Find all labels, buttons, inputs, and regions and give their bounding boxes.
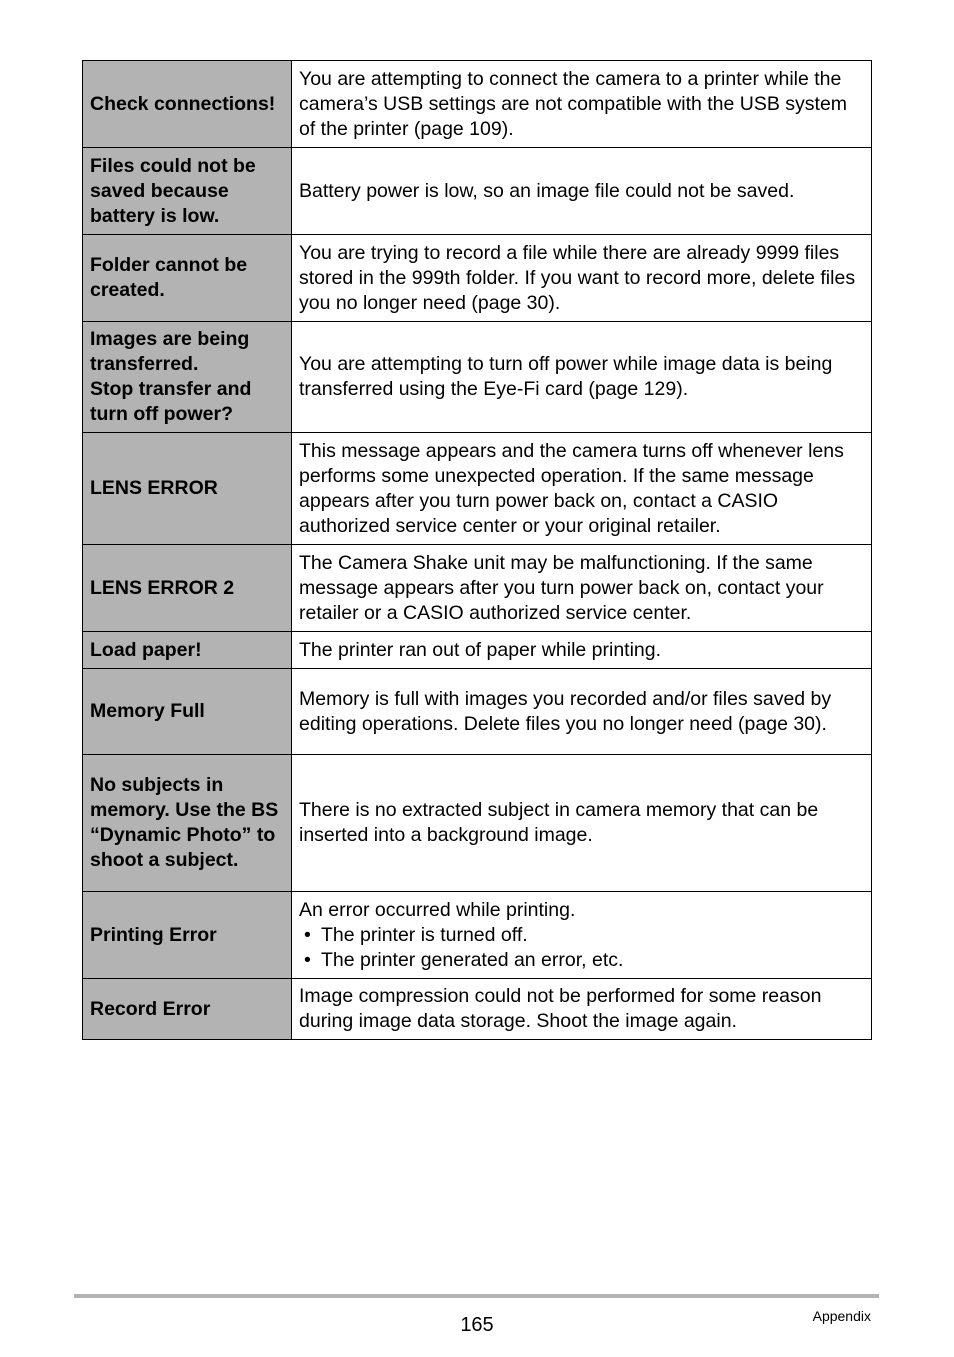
message-cell (83, 322, 292, 433)
message-cell: Files could not be saved because battery is low. (83, 148, 292, 235)
table-row (83, 433, 872, 545)
table-row (83, 669, 872, 755)
error-message-table (82, 60, 872, 1040)
message-cell: Printing Error (83, 892, 292, 979)
table-row (83, 545, 872, 632)
section-label: Appendix (812, 1308, 871, 1324)
message-line: Stop transfer and turn off power? (90, 378, 252, 425)
description-text: An error occurred while printing. (299, 898, 576, 921)
description-cell: The printer ran out of paper while printing. (292, 632, 872, 669)
bullet-list (299, 923, 864, 973)
description-cell: Image compression could not be performed for some reason during image data storage. Shoot the image again. (292, 979, 872, 1040)
message-cell: Check connections! (83, 61, 292, 148)
table-row (83, 148, 872, 235)
table-row (83, 322, 872, 433)
description-cell (292, 892, 872, 979)
table-row (83, 755, 872, 892)
bullet-item: • The printer is turned off. (299, 923, 864, 948)
description-cell: You are attempting to connect the camera to a printer while the camera’s USB settings are not compatible with the USB system of the printer (page 109). (292, 61, 872, 148)
message-cell: Folder cannot be created. (83, 235, 292, 322)
description-cell: Battery power is low, so an image file could not be saved. (292, 148, 872, 235)
message-line: Images are being transferred. (90, 328, 250, 375)
table-row (83, 61, 872, 148)
table-row (83, 892, 872, 979)
description-cell: There is no extracted subject in camera memory that can be inserted into a background image. (292, 755, 872, 892)
description-cell: Memory is full with images you recorded and/or files saved by editing operations. Delete files you no longer need (page 30). (292, 669, 872, 755)
table-row (83, 979, 872, 1040)
table-row (83, 632, 872, 669)
description-cell: The Camera Shake unit may be malfunctioning. If the same message appears after you turn power back on, contact your retailer or a CASIO authorized service center. (292, 545, 872, 632)
description-cell: This message appears and the camera turns off whenever lens performs some unexpected operation. If the same message appears after you turn power back on, contact a CASIO authorized service center or your original retailer. (292, 433, 872, 545)
footer-divider (74, 1294, 879, 1298)
table-row (83, 235, 872, 322)
message-cell: Record Error (83, 979, 292, 1040)
message-cell: Load paper! (83, 632, 292, 669)
message-cell: LENS ERROR (83, 433, 292, 545)
message-cell: No subjects in memory. Use the BS “Dynamic Photo” to shoot a subject. (83, 755, 292, 892)
message-cell: Memory Full (83, 669, 292, 755)
bullet-item: • The printer generated an error, etc. (299, 948, 864, 973)
description-cell: You are trying to record a file while there are already 9999 files stored in the 999th folder. If you want to record more, delete files you no longer need (page 30). (292, 235, 872, 322)
description-cell: You are attempting to turn off power while image data is being transferred using the Eye-Fi card (page 129). (292, 322, 872, 433)
page-number: 165 (460, 1314, 494, 1336)
message-cell: LENS ERROR 2 (83, 545, 292, 632)
